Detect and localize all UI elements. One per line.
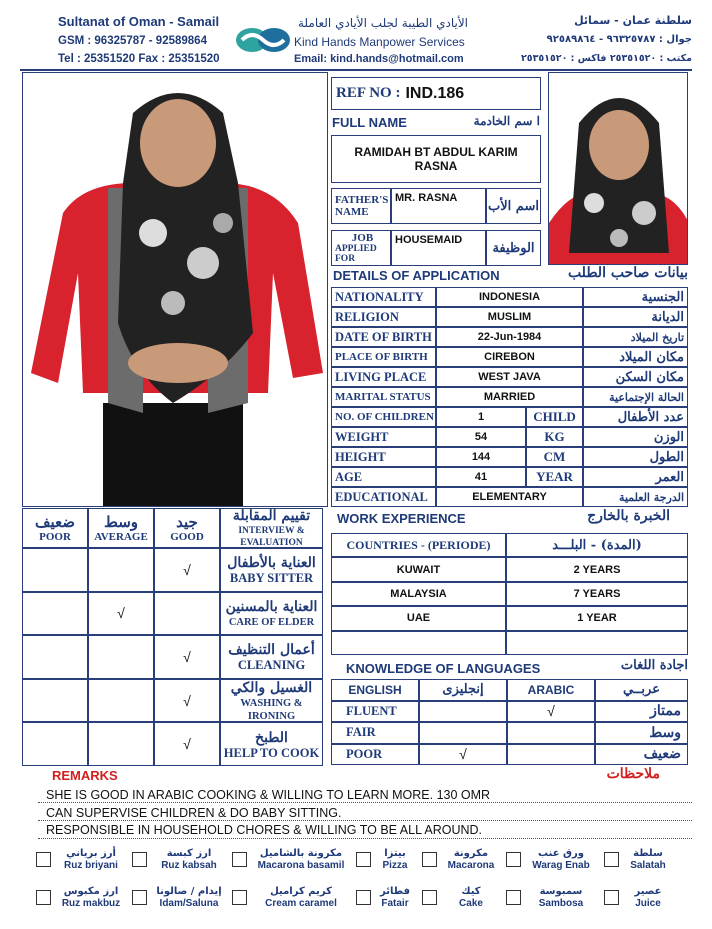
- evaluation-header-en: AVERAGE: [94, 530, 148, 543]
- job-label-1: JOB: [351, 232, 374, 244]
- evaluation-mark-cell: [88, 548, 154, 592]
- work-country-cell: [331, 606, 506, 630]
- food-ar: فطائر: [379, 886, 411, 897]
- food-en: Cream caramel: [265, 898, 337, 909]
- check-mark: √: [183, 648, 191, 665]
- work-country: UAE: [406, 612, 431, 625]
- evaluation-mark-cell: [154, 592, 220, 636]
- food-item: [250, 848, 352, 872]
- evaluation-mark-cell: [88, 592, 154, 636]
- evaluation-header-en: POOR: [39, 530, 71, 543]
- food-item: [54, 886, 128, 910]
- detail-unit-cell: [526, 467, 583, 487]
- food-en: Warag Enab: [532, 860, 590, 871]
- detail-label-ar: الدرجة العلمية: [619, 490, 684, 504]
- full-name-line1: RAMIDAH BT ABDUL KARIM: [354, 145, 518, 159]
- food-item: [440, 848, 502, 872]
- father-value: [391, 188, 486, 224]
- food-ar: سلطة: [633, 848, 663, 859]
- foods-grid: [0, 844, 712, 924]
- food-checkbox[interactable]: [356, 852, 371, 867]
- job-label: [331, 230, 391, 266]
- details-title: DETAILS OF APPLICATION: [333, 268, 500, 283]
- evaluation-mark-cell: [22, 679, 88, 723]
- evaluation-skill-en: CARE OF ELDER: [228, 616, 315, 628]
- food-checkbox[interactable]: [422, 852, 437, 867]
- food-checkbox[interactable]: [604, 852, 619, 867]
- detail-label: PLACE OF BIRTH: [335, 351, 428, 363]
- evaluation-header-en: INTERVIEW & EVALUATION: [238, 525, 305, 548]
- evaluation-skill-en: WASHING & IRONING: [240, 697, 303, 722]
- food-ar: إيدام / صالونا: [156, 886, 222, 897]
- detail-label-ar: الديانة: [651, 309, 684, 325]
- detail-label-cell: [331, 447, 436, 467]
- evaluation-skill-ar: الغسيل والكي: [230, 679, 313, 696]
- food-item: [250, 886, 352, 910]
- work-period-cell: [506, 582, 688, 606]
- work-country-cell: [331, 582, 506, 606]
- detail-value: MARRIED: [483, 391, 536, 403]
- portrait-photo: [548, 72, 688, 265]
- remark-dotline-3: [38, 838, 692, 839]
- work-period: 2 YEARS: [573, 563, 621, 576]
- evaluation-skill-cell: [220, 679, 323, 723]
- detail-label-ar: تاريخ الميلاد: [630, 330, 684, 344]
- work-period-cell: [506, 557, 688, 581]
- job-label-2: APPLIED FOR: [335, 244, 377, 264]
- food-ar: بيتزا: [384, 848, 406, 859]
- evaluation-mark-cell: [154, 635, 220, 679]
- arabic-ar-header: عربــي: [595, 679, 688, 701]
- ref-box: [331, 77, 541, 110]
- food-en: Salatah: [630, 860, 666, 871]
- detail-value: ELEMENTARY: [472, 491, 547, 503]
- details-table: [331, 287, 688, 507]
- detail-label-ar-cell: [583, 487, 688, 507]
- food-item: [622, 886, 674, 910]
- evaluation-table: [22, 508, 323, 766]
- food-item: [54, 848, 128, 872]
- evaluation-header-ar: وسط: [103, 512, 139, 531]
- evaluation-skill-en: CLEANING: [237, 658, 306, 673]
- food-checkbox[interactable]: [506, 890, 521, 905]
- english-header: ENGLISH: [331, 679, 419, 701]
- work-country: KUWAIT: [396, 563, 441, 576]
- food-en: Fatair: [381, 898, 409, 909]
- language-level-ar: وسط: [595, 722, 688, 744]
- check-mark: √: [183, 736, 191, 753]
- food-ar: كيك: [461, 886, 481, 897]
- detail-value: INDONESIA: [478, 291, 541, 303]
- evaluation-header-cell: [22, 508, 88, 548]
- detail-unit-cell: [526, 427, 583, 447]
- detail-value: CIREBON: [484, 351, 535, 363]
- ref-label: REF NO :: [336, 85, 401, 101]
- detail-label-cell: [331, 287, 436, 307]
- detail-label-ar: مكان السكن: [615, 369, 684, 385]
- food-checkbox[interactable]: [232, 852, 247, 867]
- work-country-cell: [331, 557, 506, 581]
- evaluation-header-ar: ضعيف: [34, 512, 76, 531]
- work-title: WORK EXPERIENCE: [337, 511, 466, 526]
- detail-value-cell: [436, 427, 526, 447]
- tel-fax: Tel : 25351520 Fax : 25351520: [58, 53, 220, 65]
- detail-label-ar: الطول: [649, 449, 684, 465]
- evaluation-mark-cell: [22, 592, 88, 636]
- work-header-ar: (المدة) - البلـــد: [506, 533, 688, 557]
- work-title-ar: الخبرة بالخارج: [587, 508, 670, 524]
- detail-label-ar-cell: [583, 327, 688, 347]
- header-divider: [20, 69, 692, 71]
- evaluation-skill-ar: العناية بالأطفال: [227, 555, 316, 572]
- food-en: Pizza: [382, 860, 408, 871]
- detail-unit-cell: [526, 407, 583, 427]
- work-period-cell: [506, 631, 688, 655]
- detail-value-cell: [436, 467, 526, 487]
- evaluation-header-cell: [154, 508, 220, 548]
- detail-label-cell: [331, 347, 436, 367]
- food-checkbox[interactable]: [132, 852, 147, 867]
- work-period: 7 YEARS: [573, 587, 621, 600]
- languages-title: KNOWLEDGE OF LANGUAGES: [346, 661, 541, 676]
- detail-unit: CM: [543, 449, 566, 464]
- evaluation-skill-cell: [220, 635, 323, 679]
- father-value-text: MR. RASNA: [395, 192, 458, 204]
- detail-label-ar: الجنسية: [641, 289, 684, 305]
- languages-title-ar: اجادة اللغات: [620, 658, 688, 673]
- job-value: [391, 230, 486, 266]
- detail-label: MARITAL STATUS: [335, 391, 431, 403]
- food-ar: مكرونة: [453, 848, 489, 859]
- evaluation-skill-cell: [220, 548, 323, 592]
- food-checkbox[interactable]: [356, 890, 371, 905]
- right-ar-1: سلطنة عمان - سمائل: [574, 14, 692, 27]
- detail-label-cell: [331, 367, 436, 387]
- food-checkbox[interactable]: [36, 890, 51, 905]
- detail-label-cell: [331, 307, 436, 327]
- food-en: Macarona: [447, 860, 495, 871]
- work-table: [331, 533, 688, 655]
- check-mark: √: [183, 561, 191, 578]
- evaluation-mark-cell: [88, 635, 154, 679]
- company-en: Kind Hands Manpower Services: [294, 35, 465, 49]
- right-ar-2: جوال : ٩٦٣٢٥٧٨٧ - ٩٢٥٨٩٨٦٤: [546, 34, 692, 45]
- detail-label-cell: [331, 327, 436, 347]
- arabic-mark-cell: [507, 701, 595, 723]
- detail-unit: YEAR: [536, 469, 573, 484]
- remark-line-1: SHE IS GOOD IN ARABIC COOKING & WILLING TO LEARN MORE. 130 OMR: [46, 788, 491, 802]
- food-ar: كريم كراميل: [270, 886, 332, 897]
- language-level-en: FLUENT: [331, 701, 419, 723]
- evaluation-mark-cell: [88, 679, 154, 723]
- languages-table: [331, 679, 688, 765]
- detail-label-ar-cell: [583, 427, 688, 447]
- detail-label: NATIONALITY: [335, 289, 424, 304]
- evaluation-skill-en: BABY SITTER: [229, 571, 314, 586]
- food-checkbox[interactable]: [36, 852, 51, 867]
- check-mark: √: [183, 692, 191, 709]
- detail-label: WEIGHT: [335, 429, 389, 444]
- detail-value-cell: [436, 387, 583, 407]
- detail-label-ar: عدد الأطفال: [617, 409, 684, 425]
- remarks-label-ar: ملاحظات: [606, 766, 660, 782]
- detail-value-cell: [436, 327, 583, 347]
- language-level-ar: ممتاز: [595, 701, 688, 723]
- job-label-ar: الوظيفة: [486, 230, 541, 266]
- food-en: Juice: [635, 898, 661, 909]
- detail-label-ar: الوزن: [653, 429, 684, 445]
- food-checkbox[interactable]: [506, 852, 521, 867]
- food-ar: سمبوسة: [539, 886, 583, 897]
- detail-value: MUSLIM: [487, 311, 532, 323]
- food-checkbox[interactable]: [604, 890, 619, 905]
- detail-value: 22-Jun-1984: [477, 331, 542, 343]
- detail-label: NO. OF CHILDREN: [335, 411, 434, 423]
- english-mark-cell: [419, 722, 507, 744]
- work-period-cell: [506, 606, 688, 630]
- detail-label-cell: [331, 427, 436, 447]
- evaluation-mark-cell: [22, 635, 88, 679]
- evaluation-header-cell: [88, 508, 154, 548]
- check-mark: √: [459, 746, 467, 763]
- detail-label-cell: [331, 467, 436, 487]
- header: [0, 0, 712, 72]
- detail-label: LIVING PLACE: [335, 369, 427, 384]
- detail-label-ar-cell: [583, 347, 688, 367]
- detail-label-ar-cell: [583, 287, 688, 307]
- detail-value-cell: [436, 447, 526, 467]
- food-ar: أرز برياني: [66, 848, 116, 859]
- evaluation-header-en: GOOD: [170, 530, 204, 543]
- food-ar: ارز مكبوس: [63, 886, 119, 897]
- detail-label-ar-cell: [583, 387, 688, 407]
- detail-label-ar-cell: [583, 367, 688, 387]
- english-ar-header: إنجليزى: [419, 679, 507, 701]
- food-ar: مكرونة بالشاميل: [259, 848, 343, 859]
- detail-value: 1: [477, 411, 485, 423]
- detail-value: 41: [474, 471, 488, 483]
- food-en: Ruz makbuz: [61, 898, 121, 909]
- evaluation-mark-cell: [154, 548, 220, 592]
- job-value-text: HOUSEMAID: [395, 234, 463, 246]
- detail-value-cell: [436, 407, 526, 427]
- evaluation-mark-cell: [154, 722, 220, 766]
- arabic-mark-cell: [507, 722, 595, 744]
- detail-value-cell: [436, 487, 583, 507]
- food-checkbox[interactable]: [422, 890, 437, 905]
- detail-value-cell: [436, 307, 583, 327]
- evaluation-skill-ar: أعمال التنظيف: [228, 642, 315, 659]
- company-left: Sultanat of Oman - Samail: [58, 14, 220, 29]
- detail-label-ar-cell: [583, 407, 688, 427]
- detail-value: 54: [474, 431, 488, 443]
- detail-value: 144: [471, 451, 491, 463]
- main-photo: [22, 72, 328, 507]
- full-name-line2: RASNA: [414, 159, 458, 173]
- detail-value-cell: [436, 287, 583, 307]
- food-item: [524, 886, 598, 910]
- food-item: [150, 886, 228, 910]
- food-item: [374, 848, 416, 872]
- remark-dotline-2: [38, 820, 692, 821]
- arabic-mark-cell: [507, 744, 595, 766]
- father-label-1: FATHER'S: [335, 194, 389, 206]
- detail-unit: KG: [544, 429, 565, 444]
- detail-label: EDUCATIONAL: [335, 489, 428, 504]
- evaluation-mark-cell: [154, 679, 220, 723]
- remark-dotline-1: [38, 802, 692, 803]
- check-mark: √: [547, 703, 555, 720]
- detail-label-ar-cell: [583, 447, 688, 467]
- food-item: [622, 848, 674, 872]
- detail-value-cell: [436, 347, 583, 367]
- email: Email: kind.hands@hotmail.com: [294, 53, 464, 65]
- remark-line-2: CAN SUPERVISE CHILDREN & DO BABY SITTING.: [46, 806, 342, 820]
- work-header-en: COUNTRIES - (PERIODE): [331, 533, 506, 557]
- food-ar: عصير: [634, 886, 662, 897]
- language-level-en: FAIR: [331, 722, 419, 744]
- detail-unit-cell: [526, 447, 583, 467]
- evaluation-skill-cell: [220, 592, 323, 636]
- food-checkbox[interactable]: [132, 890, 147, 905]
- food-en: Sambosa: [538, 898, 584, 909]
- food-item: [150, 848, 228, 872]
- food-en: Idam/Saluna: [159, 898, 219, 909]
- check-mark: √: [117, 605, 125, 622]
- remarks-label: REMARKS: [52, 768, 118, 783]
- food-ar: ورق عنب: [538, 848, 584, 859]
- food-en: Macarona basamil: [257, 860, 345, 871]
- evaluation-skill-ar: الطبخ: [255, 729, 288, 746]
- food-item: [374, 886, 416, 910]
- full-name-label-ar: ا سم الخادمة: [473, 114, 540, 128]
- detail-label-ar-cell: [583, 307, 688, 327]
- father-label-2: NAME: [335, 206, 369, 218]
- gsm: GSM : 96325787 - 92589864: [58, 35, 207, 47]
- company-ar: الأيادي الطيبة لجلب الأيادي العاملة: [297, 16, 468, 30]
- father-label: [331, 188, 391, 224]
- detail-label: AGE: [335, 469, 363, 484]
- evaluation-skill-ar: العناية بالمسنين: [225, 598, 318, 615]
- detail-value: WEST JAVA: [478, 371, 541, 383]
- detail-label-cell: [331, 407, 436, 427]
- detail-label: HEIGHT: [335, 449, 386, 464]
- food-en: Cake: [459, 898, 483, 909]
- detail-label-cell: [331, 487, 436, 507]
- detail-label-cell: [331, 387, 436, 407]
- detail-unit: CHILD: [533, 409, 576, 424]
- evaluation-mark-cell: [22, 548, 88, 592]
- evaluation-mark-cell: [88, 722, 154, 766]
- work-period: 1 YEAR: [577, 612, 617, 625]
- evaluation-skill-cell: [220, 722, 323, 766]
- language-level-ar: ضعيف: [595, 744, 688, 766]
- food-item: [440, 886, 502, 910]
- english-mark-cell: [419, 744, 507, 766]
- detail-label-ar-cell: [583, 467, 688, 487]
- evaluation-header-ar: جيد: [176, 512, 198, 531]
- english-mark-cell: [419, 701, 507, 723]
- detail-label-ar: العمر: [655, 469, 684, 485]
- food-ar: ارز كبسة: [166, 848, 212, 859]
- details-title-ar: بيانات صاحب الطلب: [567, 265, 688, 281]
- food-item: [524, 848, 598, 872]
- food-en: Ruz briyani: [64, 860, 118, 871]
- evaluation-mark-cell: [22, 722, 88, 766]
- detail-label: DATE OF BIRTH: [335, 329, 432, 344]
- arabic-header: ARABIC: [507, 679, 595, 701]
- detail-label-ar: الحالة الإجتماعية: [609, 390, 684, 404]
- logo-icon: [234, 26, 292, 54]
- evaluation-skill-en: HELP TO COOK: [223, 745, 320, 760]
- evaluation-header-cell: [220, 508, 323, 548]
- food-en: Ruz kabsah: [161, 860, 217, 871]
- detail-label: RELIGION: [335, 309, 399, 324]
- language-level-en: POOR: [331, 744, 419, 766]
- full-name-box: [331, 135, 541, 183]
- full-name-label: FULL NAME: [332, 115, 407, 130]
- work-country-cell: [331, 631, 506, 655]
- ref-value: IND.186: [405, 84, 465, 102]
- right-ar-3: مكتب : ٢٥٣٥١٥٢٠ فاكس : ٢٥٣٥١٥٢٠: [520, 53, 692, 64]
- work-country: MALAYSIA: [390, 587, 447, 600]
- detail-label-ar: مكان الميلاد: [619, 349, 684, 365]
- detail-value-cell: [436, 367, 583, 387]
- father-label-ar: اسم الأب: [486, 188, 541, 224]
- evaluation-header-ar: تقييم المقابلة: [232, 507, 311, 524]
- remark-line-3: RESPONSIBLE IN HOUSEHOLD CHORES & WILLING TO BE ALL AROUND.: [46, 823, 482, 837]
- food-checkbox[interactable]: [232, 890, 247, 905]
